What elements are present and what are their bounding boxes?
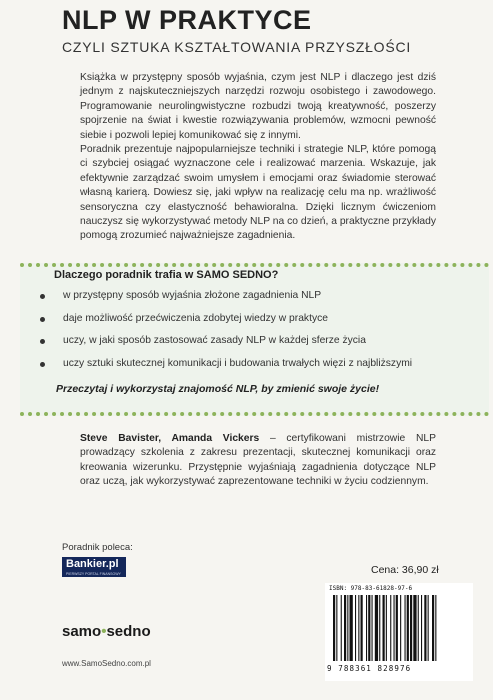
list-item: [40, 290, 470, 313]
list-item-text: w przystępny sposób wyjaśnia złożone zagadnienia NLP: [63, 290, 322, 301]
bankier-logo-tagline: PIERWSZY PORTAL FINANSOWY: [66, 572, 121, 576]
bankier-logo-name: Bankier.pl: [66, 558, 119, 570]
bullet-icon: [40, 339, 45, 344]
list-item-text: uczy, w jaki sposób zastosować zasady NLP w każdej sferze życia: [63, 335, 366, 346]
book-title: NLP W PRAKTYCE: [62, 5, 312, 35]
barcode-digits: 9 788361 828976: [327, 664, 412, 673]
bullet-icon: [40, 294, 45, 299]
logo-part-right: sedno: [106, 623, 151, 640]
intro-paragraph-2: Poradnik prezentuje najpopularniejsze techniki i strategie NLP, które pomogą ci szybciej osiągać wyznaczone cele i realizować marzenia. Wskazuje, jak efektywnie zarządzać swoim umysłem i emocjami oraz świadomie sterować własną karierą. Dowiesz się, jaki wpływ na realizację celu ma np. wrażliwość sensoryczna czy elastyczność behawioralna. Dzięki licznym ćwiczeniom nauczysz się wykorzystywać metody NLP na co dzień, a praktyczne przykłady pomogą zrozumieć najważniejsze zagadnienia.: [80, 144, 436, 242]
benefits-heading: Dlaczego poradnik trafia w SAMO SEDNO?: [54, 269, 279, 281]
benefits-list: [40, 290, 470, 380]
author-bio: – certyfikowani mistrzowie NLP prowadzący szkolenia z zakresu prezentacji, skutecznej komunikacji oraz kreowania wizerunku. Przystępnie wyjaśniają zagadnienia dotyczące NLP oraz uczą, jak wykorzystywać zaprezentowane techniki w życiu codziennym.: [80, 433, 436, 488]
price-label: Cena: 36,90 zł: [371, 564, 439, 576]
barcode-icon: [331, 595, 467, 663]
bankier-logo: [62, 557, 126, 577]
bullet-icon: [40, 362, 45, 367]
logo-part-left: samo: [62, 623, 102, 640]
benefits-call-to-action: Przeczytaj i wykorzystaj znajomość NLP, by zmienić swoje życie!: [56, 383, 380, 395]
list-item: [40, 313, 470, 336]
author-names: Steve Bavister, Amanda Vickers: [80, 433, 260, 444]
logo-separator-icon: •: [101, 623, 107, 640]
isbn-text: ISBN: 978-83-61828-97-6: [329, 585, 413, 592]
authors-paragraph: [80, 432, 436, 490]
list-item: [40, 358, 470, 381]
samosedno-logo: [62, 623, 151, 640]
bullet-icon: [40, 317, 45, 322]
recommends-label: Poradnik poleca:: [62, 542, 133, 553]
list-item-text: daje możliwość przećwiczenia zdobytej wiedzy w praktyce: [63, 312, 328, 324]
intro-paragraph-1: Książka w przystępny sposób wyjaśnia, czym jest NLP i dlaczego jest dziś jednym z najskuteczniejszych narzędzi rozwoju osobistego i zawodowego. Programowanie neurolingwistyczne rozbudzi twoją kreatywność, poszerzy spojrzenie na świat i kwestie rozwiązywania problemów, wzmocni pewność siebie i pozwoli lepiej komunikować się z innymi.: [80, 72, 436, 141]
list-item: [40, 335, 470, 358]
barcode-block: [325, 583, 473, 681]
website-url: www.SamoSedno.com.pl: [62, 659, 151, 668]
list-item-text: uczy sztuki skutecznej komunikacji i budowania trwałych więzi z najbliższymi: [63, 357, 413, 369]
book-subtitle: CZYLI SZTUKA KSZTAŁTOWANIA PRZYSZŁOŚCI: [62, 39, 412, 55]
